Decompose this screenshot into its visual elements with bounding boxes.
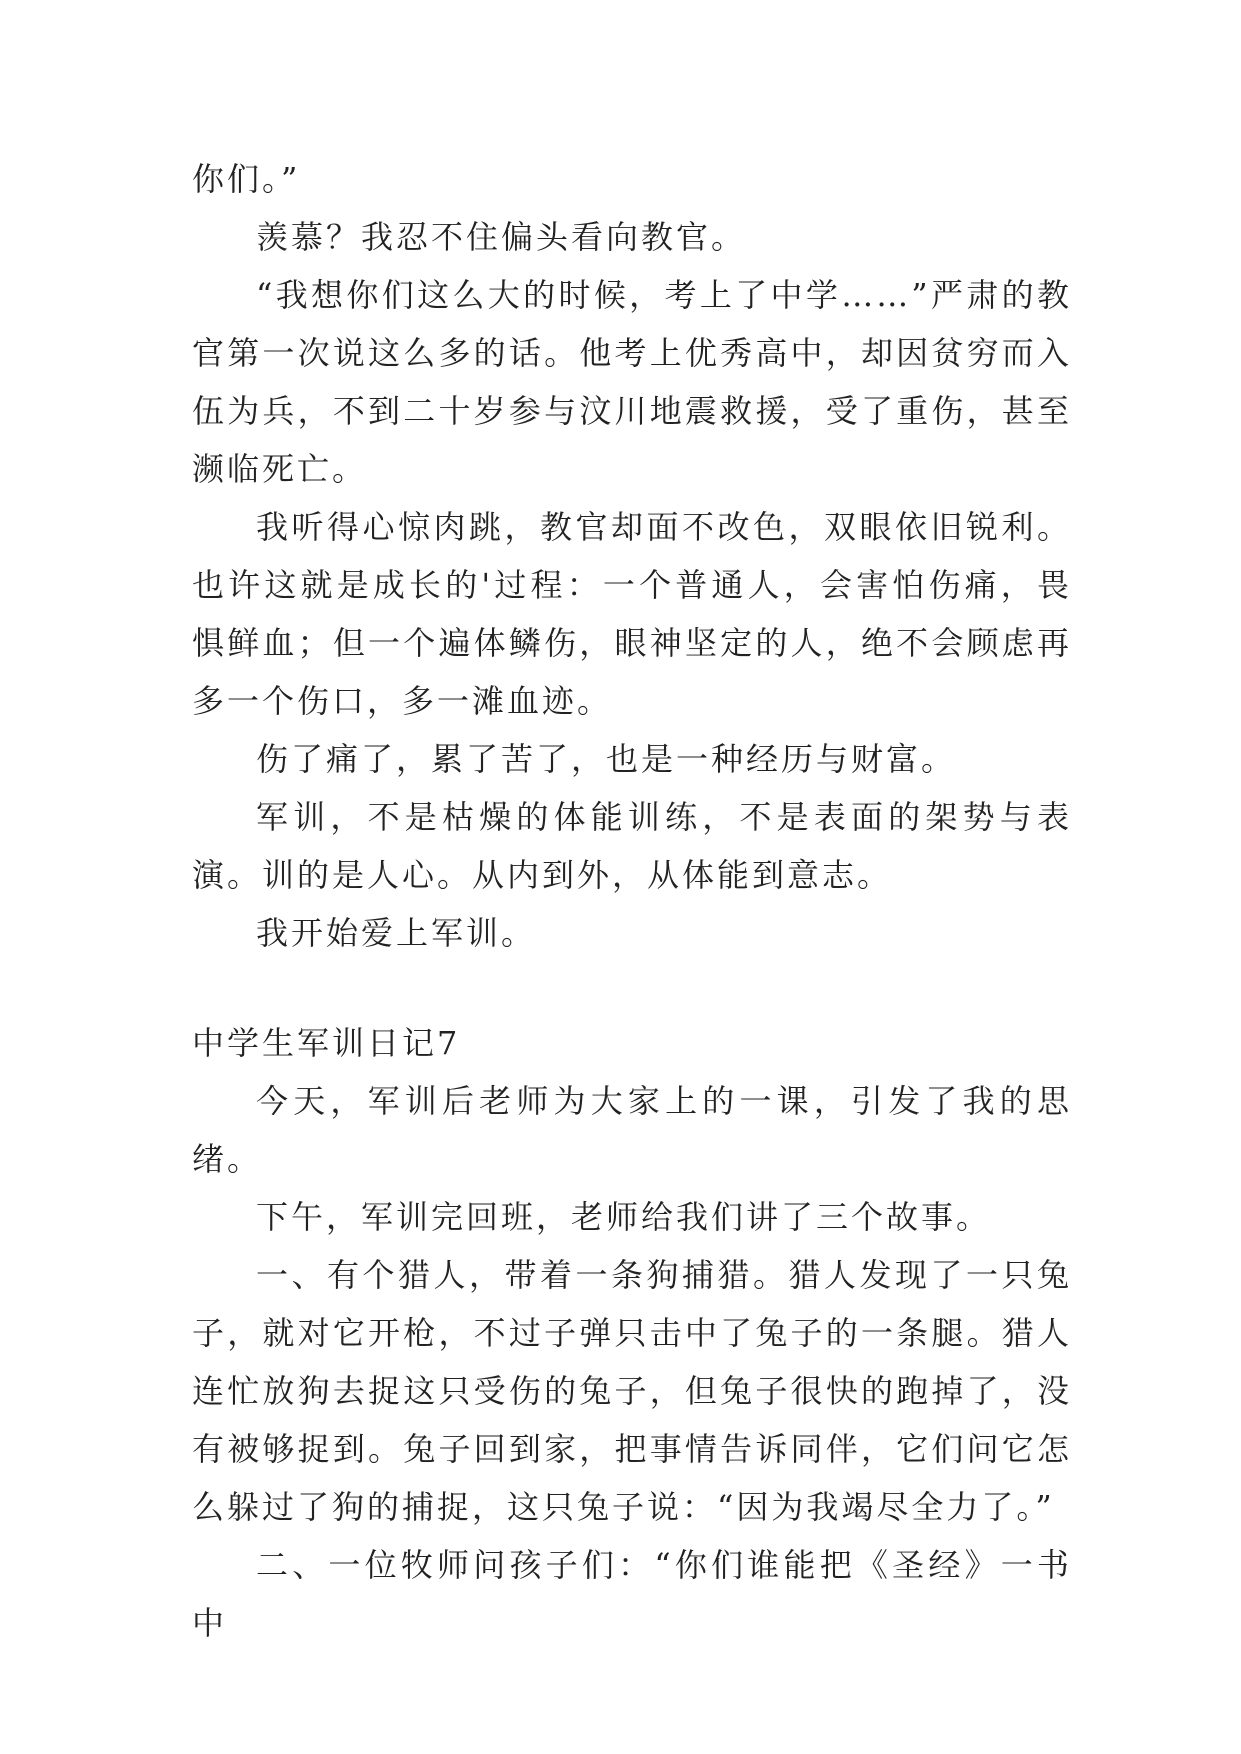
paragraph: 我开始爱上军训。 [256, 914, 537, 952]
paragraph: 我听得心惊肉跳，教官却面不改色，双眼依旧锐利。也许这就是成长的'过程：一个普通人，会害怕伤痛，畏惧鲜血；但一个遍体鳞伤，眼神坚定的人，绝不会顾虑再多一个伤口，多一滩血迹。 [192, 508, 1072, 720]
paragraph: 二、一位牧师问孩子们：“你们谁能把《圣经》一书中 [192, 1546, 1072, 1642]
paragraph: 下午，军训完回班，老师给我们讲了三个故事。 [256, 1198, 992, 1236]
paragraph: 你们。” [192, 160, 301, 198]
paragraph: “我想你们这么大的时候，考上了中学……”严肃的教官第一次说这么多的话。他考上优秀高中，却因贫穷而入伍为兵，不到二十岁参与汶川地震救援，受了重伤，甚至濒临死亡。 [192, 276, 1072, 488]
paragraph: 今天，军训后老师为大家上的一课，引发了我的思绪。 [192, 1082, 1072, 1178]
paragraph: 一、有个猎人，带着一条狗捕猎。猎人发现了一只兔子，就对它开枪，不过子弹只击中了兔子的一条腿。猎人连忙放狗去捉这只受伤的兔子，但兔子很快的跑掉了，没有被够捉到。兔子回到家，把事情告诉同伴，它们问它怎么躲过了狗的捕捉，这只兔子说：“因为我竭尽全力了。” [192, 1256, 1072, 1526]
paragraph: 伤了痛了，累了苦了，也是一种经历与财富。 [256, 740, 957, 778]
section-spacer [192, 962, 1072, 1014]
paragraph: 军训，不是枯燥的体能训练，不是表面的架势与表演。训的是人心。从内到外，从体能到意志。 [192, 798, 1072, 894]
document-body [192, 150, 1072, 1652]
paragraph: 羡慕？我忍不住偏头看向教官。 [256, 218, 747, 256]
section-title: 中学生军训日记7 [192, 1024, 461, 1062]
